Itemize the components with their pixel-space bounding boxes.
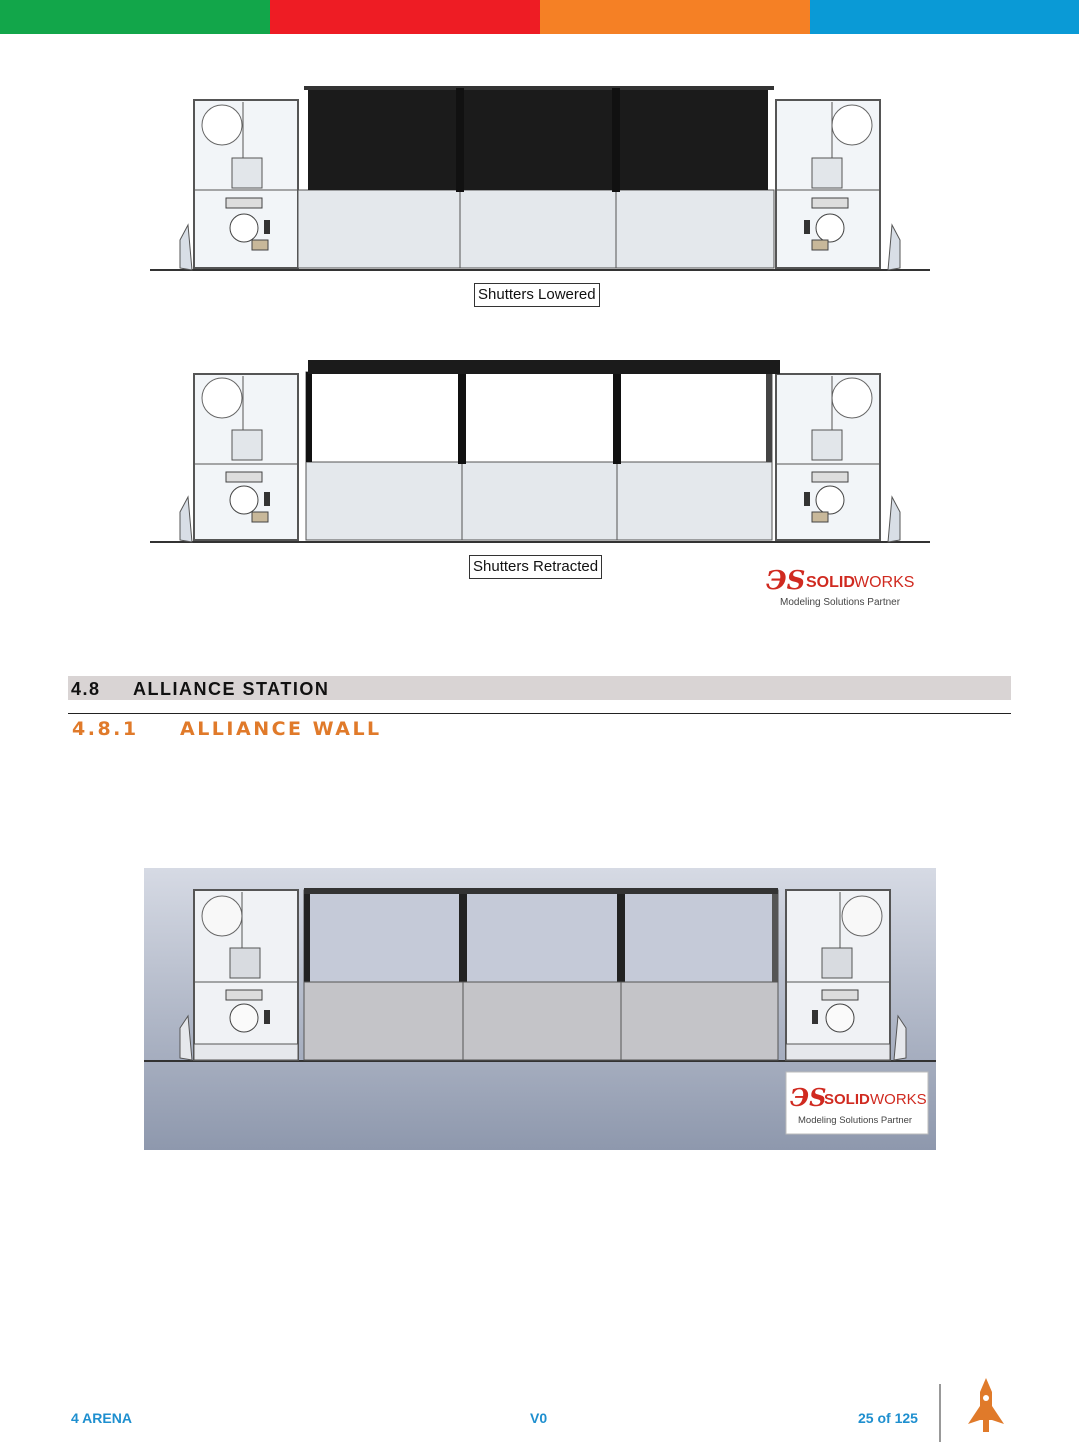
logo-tagline: Modeling Solutions Partner xyxy=(780,597,901,608)
logo-brand-bold: SOLID xyxy=(806,574,855,591)
footer-divider xyxy=(939,1384,941,1442)
caption-shutters-lowered: Shutters Lowered xyxy=(474,283,600,307)
subsection-number: 4.8.1 xyxy=(72,718,139,740)
inset-logo-tagline: Modeling Solutions Partner xyxy=(798,1115,913,1126)
color-bar-blue xyxy=(810,0,1079,34)
figure-alliance-wall xyxy=(144,868,936,1150)
subsection-title: ALLIANCE WALL xyxy=(180,718,382,740)
inset-logo-brand-light: WORKS xyxy=(870,1091,927,1108)
section-number: 4.8 xyxy=(71,679,101,699)
section-title: ALLIANCE STATION xyxy=(133,679,330,699)
color-bar-red xyxy=(270,0,540,34)
inset-logo-brand-bold: SOLID xyxy=(824,1091,870,1108)
color-bar-green xyxy=(0,0,270,34)
color-bar-orange xyxy=(540,0,810,34)
figure-shutters-lowered xyxy=(140,80,940,280)
footer-page-number: 25 of 125 xyxy=(858,1410,918,1426)
svg-text:ЭS: ЭS xyxy=(766,566,806,596)
section-divider xyxy=(68,713,1011,714)
rocket-icon xyxy=(962,1376,1010,1436)
logo-brand-light: WORKS xyxy=(854,574,914,591)
figure-shutters-retracted xyxy=(140,352,940,552)
ds-mark-icon xyxy=(764,561,914,611)
svg-text:ЭS: ЭS xyxy=(790,1083,827,1112)
footer-chapter: 4 ARENA xyxy=(71,1410,132,1426)
footer-version: V0 xyxy=(530,1410,548,1426)
solidworks-logo xyxy=(764,561,914,611)
caption-shutters-retracted: Shutters Retracted xyxy=(469,555,602,579)
